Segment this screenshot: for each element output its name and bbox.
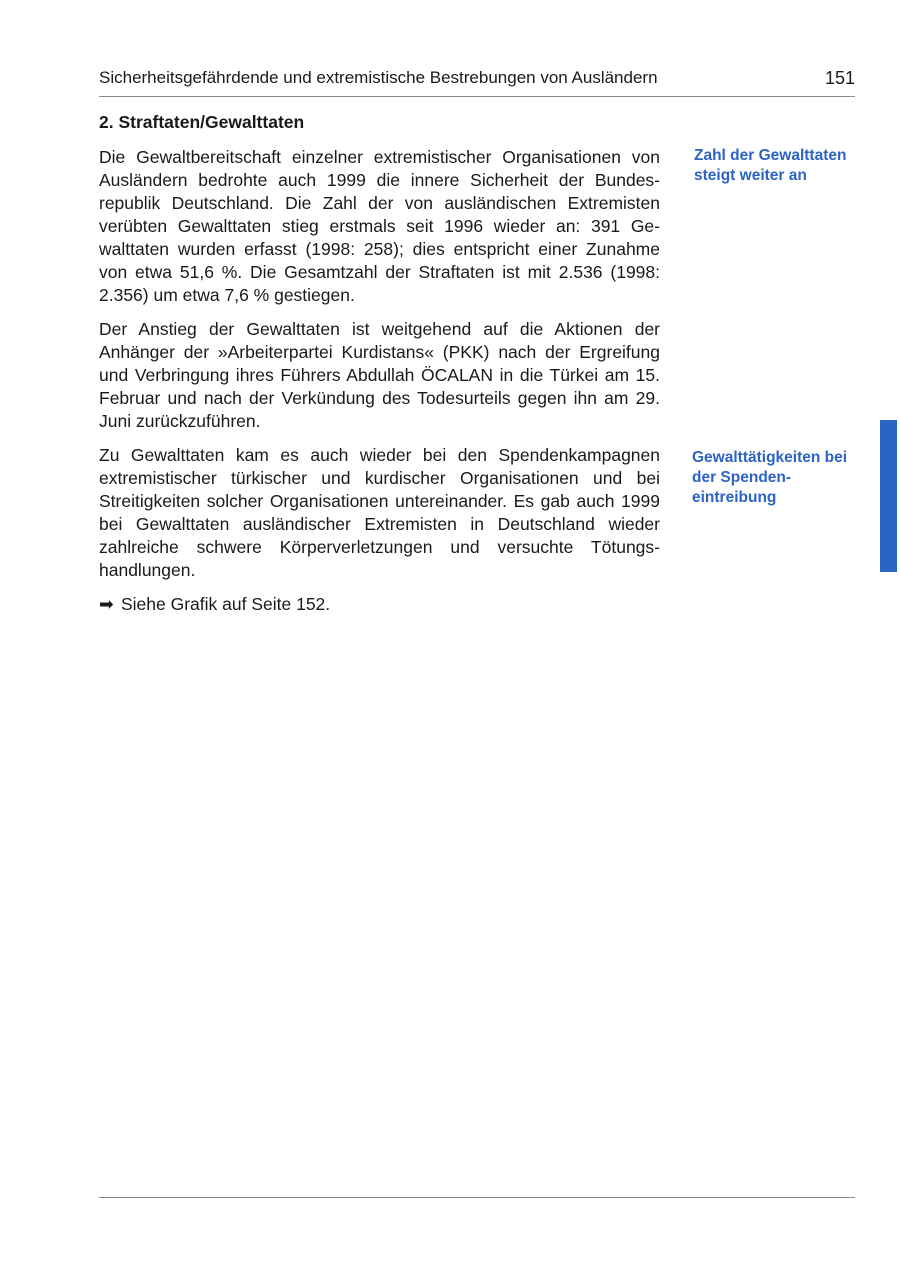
paragraph-pkk-actions: Der Anstieg der Gewalttaten ist weitgehend auf die Aktionen der Anhänger der »Arbeiterpartei Kurdistans« (PKK) nach der Ergreifung und Verbringung ihres Führers Abdullah ÖCALAN in die Türkei am 15. Februar und nach der Verkündung des Todesurteils gegen ihn am 29. Juni zurückzuführen. bbox=[99, 319, 660, 431]
arrow-right-icon: ➡ bbox=[99, 594, 114, 614]
page-number: 151 bbox=[824, 68, 855, 88]
paragraph-violence-statistics: Die Gewaltbereitschaft einzelner extremistischer Organisationen von Ausländern bedrohte auch 1999 die innere Sicherheit der Bundesrepublik Deutschland. Die Zahl der von ausländischen Extremisten verübten Gewalttaten stieg erstmals seit 1996 wieder an: 391 Gewalttaten wurden erfasst (1998: 258); dies entspricht einer Zunahme von etwa 51,6 %. Die Gesamtzahl der Straftaten ist mit 2.536 (1998: 2.356) um etwa 7,6 % gestiegen. bbox=[99, 147, 660, 305]
margin-note-violence-rising: Zahl der Gewalttaten steigt weiter an bbox=[694, 147, 847, 184]
running-title: Sicherheitsgefährdende und extremistische Bestrebungen von Ausländern bbox=[99, 68, 658, 87]
main-content bbox=[99, 110, 660, 616]
cross-reference-text: Siehe Grafik auf Seite 152. bbox=[121, 594, 331, 614]
footer-rule bbox=[99, 1197, 855, 1198]
section-heading: 2. Straftaten/Gewalttaten bbox=[99, 112, 305, 132]
chapter-tab-marker bbox=[880, 420, 897, 572]
margin-note-donation-violence: Gewalttätigkeiten bei der Spendeneintreibung bbox=[692, 449, 848, 506]
cross-reference bbox=[99, 593, 660, 616]
paragraph-donation-campaigns: Zu Gewalttaten kam es auch wieder bei den Spendenkampagnen extremistischer türkischer und kurdischer Organisationen und bei Streitigkeiten solcher Organisationen untereinander. Es gab auch 1999 bei Gewalttaten ausländischer Extremisten in Deutschland wieder zahlreiche schwere Körperverletzungen und versuchte Tötungshandlungen. bbox=[99, 445, 660, 580]
running-header bbox=[99, 66, 855, 97]
